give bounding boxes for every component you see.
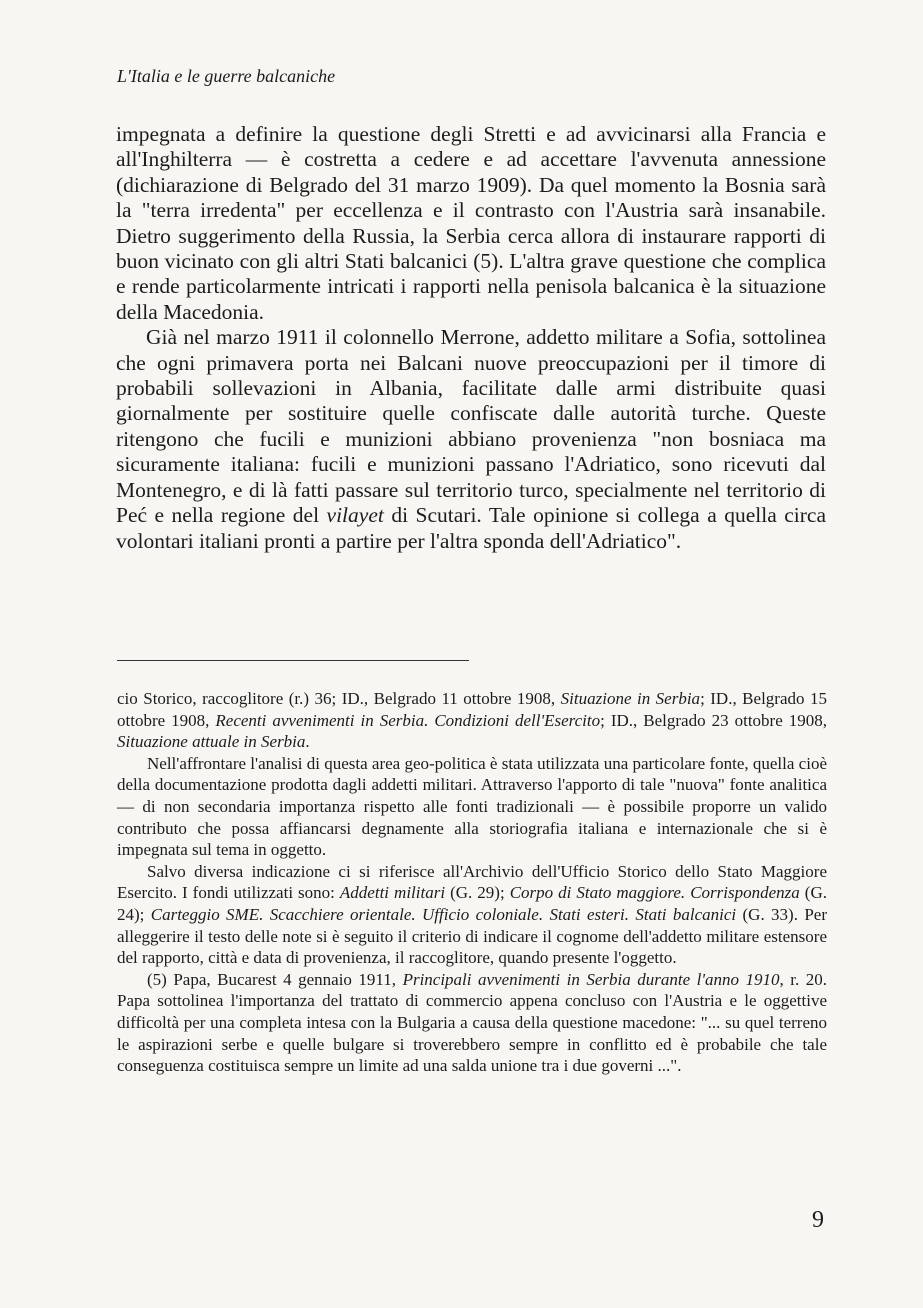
footnote-continuation xyxy=(117,688,827,753)
footnote-text: (G. 24); xyxy=(117,883,827,924)
footnote-text: (5) Papa, Bucarest 4 gennaio 1911, xyxy=(147,969,403,989)
footnote-text: . xyxy=(305,732,310,752)
body-paragraph-1: impegnata a definire la questione degli Stretti e ad avvicinarsi alla Francia e all'Inghilterra — è costretta a cedere e ad accettare l'avvenuta annessione (dichiarazione di Belgrado del 31 marzo 1909). Da quel momento la Bosnia sarà la "terra irredenta" per eccellenza e il contrasto con l'Austria sarà insanabile. Dietro suggerimento della Russia, la Serbia cerca allora di instaurare rapporti di buon vicinato con gli altri Stati balcanici (5). L'altra grave questione che complica e rende particolarmente intricati i rapporti nella penisola balcanica è la situazione della Macedonia. xyxy=(116,122,826,324)
footnote-title: Situazione attuale in Serbia xyxy=(117,732,306,752)
body-paragraph-2 xyxy=(116,325,826,554)
footnote-sources xyxy=(117,861,827,969)
page-number: 9 xyxy=(812,1207,824,1233)
body-paragraph-2-text: Già nel marzo 1911 il colonnello Merrone, addetto militare a Sofia, sottolinea che ogni primavera porta nei Balcani nuove preoccupazioni per il timore di probabili sollevazioni in Albania, facilitate dalle armi distribuite quasi giornalmente per sostituire quelle confiscate dalle autorità turche. Queste ritengono che fucili e munizioni abbiano provenienza "non bosniaca ma sicuramente italiana: fucili e munizioni passano l'Adriatico, sono ricevuti dal Montenegro, e di là fatti passare sul territorio turco, specialmente nel territorio di Peć e nella regione del xyxy=(116,325,826,528)
footnote-text: (G. 29); xyxy=(445,883,510,903)
footnote-text: cio Storico, raccoglitore (r.) 36; ID., Belgrado 11 ottobre 1908, xyxy=(117,689,561,708)
footnote-text: ; ID., Belgrado 15 ottobre 1908, xyxy=(117,689,827,730)
footnote-text: (G. 33). Per alleggerire il testo delle note si è seguito il criterio di indicare il cognome dell'addetto militare estensore del rapporto, città e data di provenienza, il raccoglitore, quando presente l'oggetto. xyxy=(117,904,827,968)
footnote-title: Carteggio SME. Scacchiere orientale. Ufficio coloniale. Stati esteri. Stati balcanici xyxy=(150,904,737,924)
footnote-method: Nell'affrontare l'analisi di questa area geo-politica è stata utilizzata una particolare fonte, quella cioè della documentazione prodotta dagli addetti militari. Attraverso l'apporto di tale "nuova" fonte analitica — di non secondaria importanza rispetto alle fonti tradizionali — è possibile proporre un valido contributo che possa affiancarsi degnamente alla storiografia italiana e internazionale che si è impegnata sul tema in oggetto. xyxy=(117,753,827,860)
footnote-5 xyxy=(117,969,827,1077)
footnote-title: Situazione in Serbia xyxy=(560,689,701,708)
footnotes xyxy=(117,688,827,1077)
italic-term: vilayet xyxy=(326,503,384,528)
footnote-title: Recenti avvenimenti in Serbia. Condizioni dell'Esercito xyxy=(215,710,601,730)
footnote-text: Salvo diversa indicazione ci si riferisce all'Archivio dell'Ufficio Storico dello Stato Maggiore Esercito. I fondi utilizzati sono: xyxy=(117,861,827,903)
main-text xyxy=(116,122,826,554)
footnote-separator xyxy=(117,660,469,661)
footnote-title: Corpo di Stato maggiore. Corrispondenza xyxy=(509,883,800,903)
footnote-title: Addetti militari xyxy=(339,883,446,903)
footnote-text: , r. 20. Papa sottolinea l'importanza del trattato di commercio appena concluso con l'Austria e le oggettive difficoltà per una completa intesa con la Bulgaria a causa della questione macedone: "... su quel terreno le aspirazioni serbe e quelle bulgare si troverebbero sempre in conflitto ed è probabile che tale conseguenza costituisca sempre un limite ad una salda unione tra i due governi ...". xyxy=(117,969,827,1076)
footnote-title: Principali avvenimenti in Serbia durante l'anno 1910 xyxy=(402,969,780,989)
footnote-text: ; ID., Belgrado 23 ottobre 1908, xyxy=(600,710,827,730)
running-head: L'Italia e le guerre balcaniche xyxy=(117,66,336,86)
body-paragraph-2-end: di Scutari. Tale opinione si collega a quella circa volontari italiani pronti a partire per l'altra sponda dell'Adriatico". xyxy=(116,503,826,553)
